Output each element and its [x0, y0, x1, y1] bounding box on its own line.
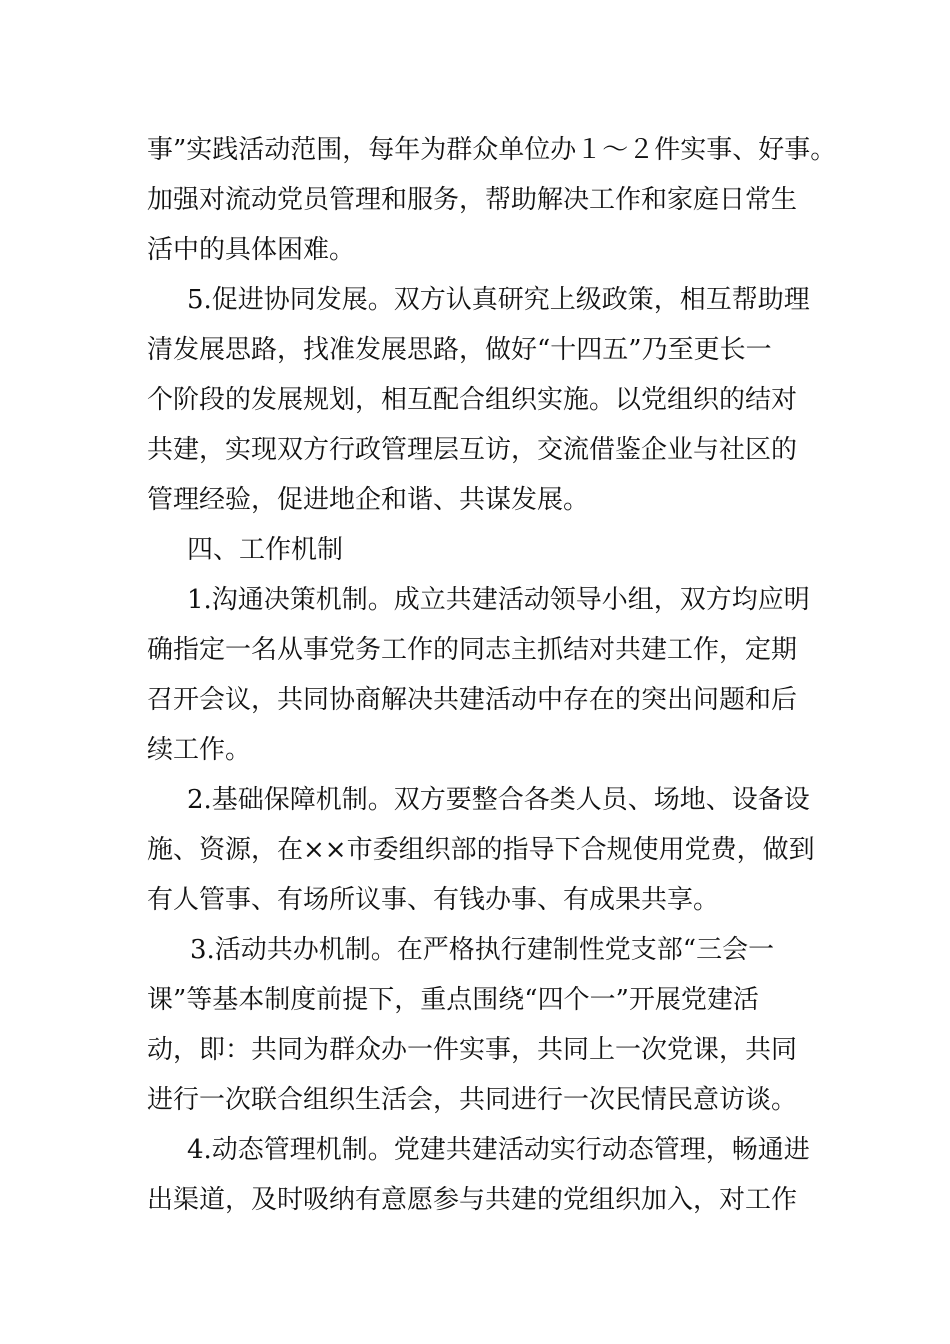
text-line-2: 加强对流动党员管理和服务，帮助解决工作和家庭日常生: [147, 185, 798, 215]
text-line-18: 课”等基本制度前提下，重点围绕“四个一”开展党建活: [147, 985, 759, 1015]
text-line-7: 共建，实现双方行政管理层互访，交流借鉴企业与社区的: [147, 435, 798, 465]
text-line-15: 施、资源，在××市委组织部的指导下合规使用党费，做到: [147, 835, 815, 865]
text-line-16: 有人管事、有场所议事、有钱办事、有成果共享。: [147, 885, 720, 915]
text-line-10: 1.沟通决策机制。成立共建活动领导小组，双方均应明: [187, 585, 810, 615]
text-line-22: 出渠道，及时吸纳有意愿参与共建的党组织加入，对工作: [147, 1185, 798, 1215]
text-line-3: 活中的具体困难。: [147, 235, 356, 265]
text-line-6: 个阶段的发展规划，相互配合组织实施。以党组织的结对: [147, 385, 798, 415]
text-line-14: 2.基础保障机制。双方要整合各类人员、场地、设备设: [187, 785, 810, 815]
text-line-5: 清发展思路，找准发展思路，做好“十四五”乃至更长一: [147, 335, 772, 365]
section-heading: 四、工作机制: [187, 535, 344, 565]
text-line-4: 5.促进协同发展。双方认真研究上级政策，相互帮助理: [187, 285, 810, 315]
text-line-19: 动，即：共同为群众办一件实事，共同上一次党课，共同: [147, 1035, 798, 1065]
text-line-17: 3.活动共办机制。在严格执行建制性党支部“三会一: [190, 935, 775, 965]
text-line-13: 续工作。: [147, 735, 252, 765]
text-line-20: 进行一次联合组织生活会，共同进行一次民情民意访谈。: [147, 1085, 798, 1115]
text-line-12: 召开会议，共同协商解决共建活动中存在的突出问题和后: [147, 685, 798, 715]
text-line-1: 事”实践活动范围，每年为群众单位办１～２件实事、好事。: [147, 135, 837, 165]
text-line-11: 确指定一名从事党务工作的同志主抓结对共建工作，定期: [147, 635, 798, 665]
text-line-8: 管理经验，促进地企和谐、共谋发展。: [147, 485, 590, 515]
text-line-21: 4.动态管理机制。党建共建活动实行动态管理，畅通进: [187, 1135, 810, 1165]
